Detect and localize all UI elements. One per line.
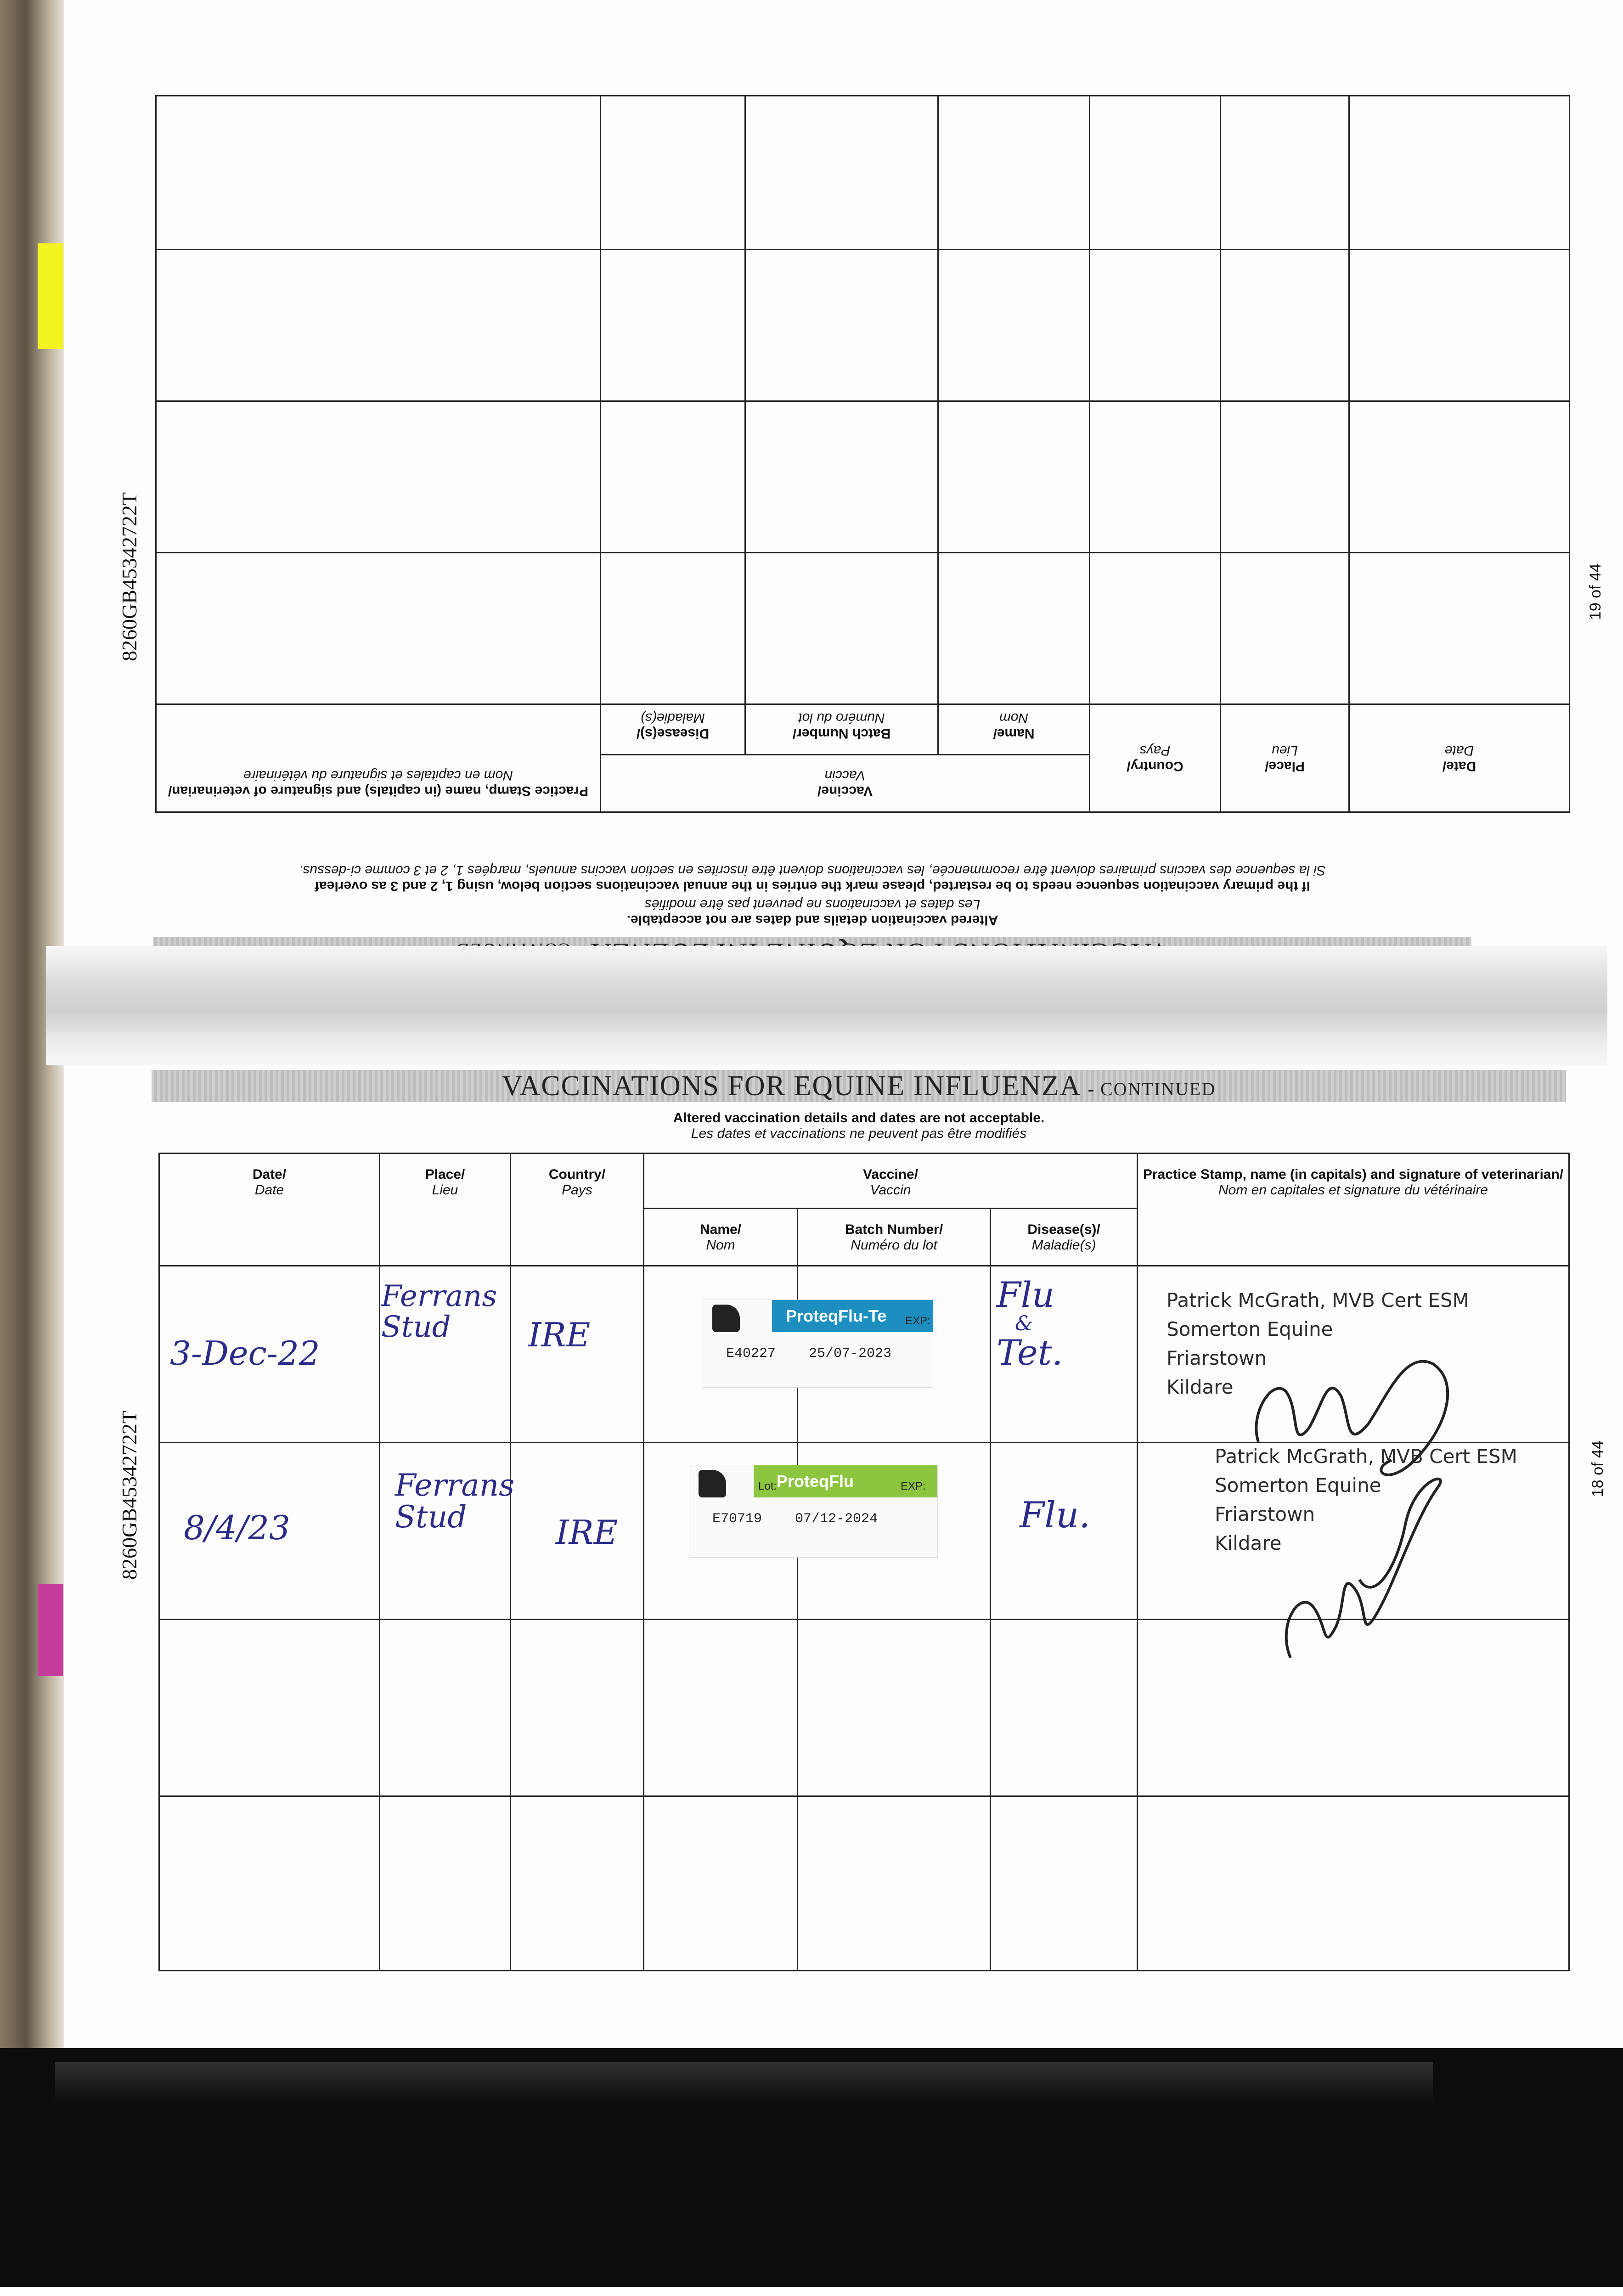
header-batch: Batch Number/ Numéro du lot <box>798 1209 991 1266</box>
p19-empty-row <box>156 401 1570 553</box>
label-exp-caption: EXP: <box>905 1315 930 1327</box>
page-19-note-italic: Les dates et vaccinations ne peuvent pas être modifiés <box>644 897 981 912</box>
header-country: Country/ Pays <box>511 1154 644 1266</box>
row1-vaccine-label <box>703 1300 933 1388</box>
p19-header-vaccine: Vaccine/ Vaccin <box>601 755 1090 812</box>
row1-place: Ferrans Stud <box>381 1279 497 1345</box>
label-lot-caption: Lot: <box>758 1480 777 1492</box>
scanner-bottom-edge <box>0 2048 1623 2287</box>
page-number: 18 of 44 <box>1589 1441 1606 1497</box>
label-exp-caption: EXP: <box>901 1480 926 1492</box>
page-title-suffix: - CONTINUED <box>1088 1078 1216 1099</box>
p19-empty-row <box>156 553 1570 704</box>
page-19-notes <box>153 862 1471 928</box>
page-tab-magenta <box>38 1584 63 1676</box>
row1-date: 3-Dec-22 <box>170 1334 320 1373</box>
page-19-number: 19 of 44 <box>1587 563 1604 620</box>
table-row <box>159 1796 1569 1971</box>
row2-vaccine-label <box>689 1465 938 1558</box>
p19-empty-row <box>156 250 1570 401</box>
p19-header-date: Date/ Date <box>1349 704 1570 812</box>
row2-signature <box>1222 1451 1460 1681</box>
label-expiry-date: 07/12-2024 <box>795 1511 878 1527</box>
page-note-italic: Les dates et vaccinations ne peuvent pas être modifiés <box>691 1126 1027 1141</box>
row2-place: Ferrans Stud <box>395 1468 515 1535</box>
page-19-passport-id: 8260GB45342722T <box>118 492 141 661</box>
page-note-bold: Altered vaccination details and dates are not acceptable. <box>673 1110 1045 1125</box>
page-19-restart-note-fr: Si la sequence des vaccins primaires doivent être recommencée, les vaccinations doivent être inscrites en section vaccins annuels, marqées 1, 2 et 3 comme ci-dessus. <box>299 863 1326 878</box>
passport-id: 8260GB45342722T <box>118 1411 141 1580</box>
p19-header-country: Country/ Pays <box>1090 704 1221 812</box>
page-19-restart-note: If the primary vaccination sequence needs to be restarted, please mark the entries in the annual vaccinations section below, using 1, 2 and 3 as overleaf <box>315 878 1310 894</box>
row1-country: IRE <box>528 1316 591 1354</box>
header-vaccine: Vaccine/ Vaccin <box>644 1154 1138 1209</box>
header-stamp: Practice Stamp, name (in capitals) and signature of veterinarian/ Nom en capitales et signature du vétérinaire <box>1138 1154 1569 1266</box>
header-disease: Disease(s)/ Maladie(s) <box>991 1209 1138 1266</box>
p19-header-name: Name/ Nom <box>938 704 1090 755</box>
p19-empty-row <box>156 96 1570 250</box>
page-19-note-bold: Altered vaccination details and dates are not acceptable. <box>626 912 998 928</box>
label-lot-number: E40227 <box>726 1346 776 1362</box>
label-brand: ProteqFlu-Te <box>786 1306 887 1325</box>
page-19-vaccination-table <box>155 95 1570 813</box>
p19-header-batch: Batch Number/ Numéro du lot <box>745 704 938 755</box>
row1-disease: Flu & Tet. <box>997 1274 1063 1373</box>
p19-header-stamp: Practice Stamp, name (in capitals) and signature of veterinarian/ Nom en capitales et signature du vétérinaire <box>156 704 601 812</box>
row2-disease: Flu. <box>1020 1495 1091 1536</box>
label-expiry-date: 25/07-2023 <box>809 1346 892 1362</box>
page-notes <box>152 1110 1566 1142</box>
p19-header-disease: Disease(s)/ Maladie(s) <box>601 704 745 755</box>
row2-vet-stamp: Patrick McGrath, MVB Cert ESM Somerton Equine Friarstown Kildare <box>1215 1445 1517 1554</box>
header-place: Place/ Lieu <box>380 1154 511 1266</box>
row1-vet-stamp: Patrick McGrath, MVB Cert ESM Somerton Equine Friarstown Kildare <box>1167 1289 1469 1398</box>
label-lot-number: E70719 <box>712 1511 762 1527</box>
vaccine-logo-icon <box>699 1470 726 1497</box>
book-crease <box>46 946 1607 1065</box>
header-date: Date/ Date <box>159 1154 380 1266</box>
vaccine-logo-icon <box>712 1305 740 1332</box>
row2-country: IRE <box>556 1513 618 1552</box>
row2-date: 8/4/23 <box>184 1508 290 1547</box>
page-19-upside-down <box>0 0 1623 1010</box>
p19-header-place: Place/ Lieu <box>1221 704 1349 812</box>
header-name: Name/ Nom <box>644 1209 798 1266</box>
page-title: VACCINATIONS FOR EQUINE INFLUENZA <box>502 1070 1080 1102</box>
label-brand: ProteqFlu <box>777 1472 854 1491</box>
page-title-banner <box>152 1070 1566 1102</box>
